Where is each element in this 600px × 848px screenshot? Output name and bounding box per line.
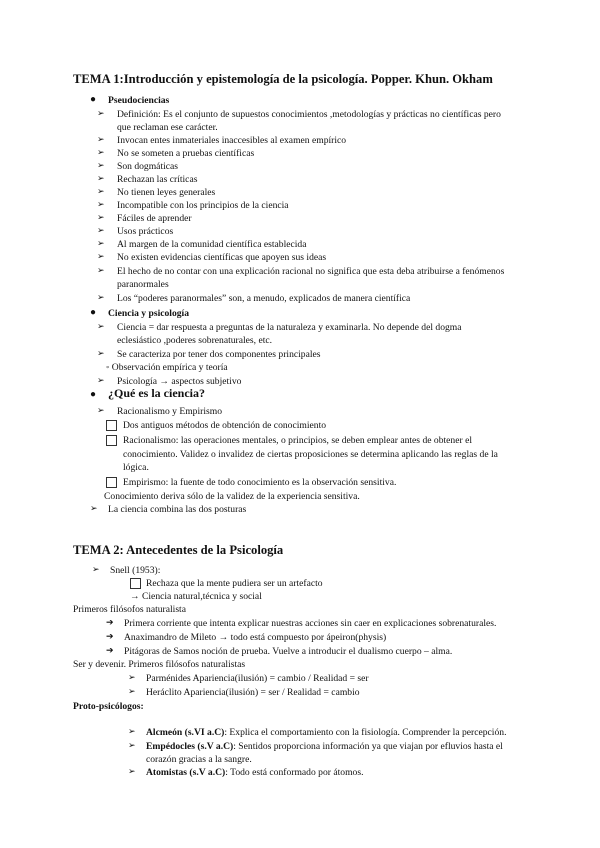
- list-item: Al margen de la comunidad científica establecida: [117, 239, 307, 250]
- list-item: Los “poderes paranormales” son, a menudo, explicados de manera científica: [117, 293, 411, 304]
- list-item: Empirismo: la fuente de todo conocimiento es la observación sensitiva.: [123, 477, 397, 488]
- list-item: Psicología → aspectos subjetivo: [117, 376, 242, 387]
- list-item: Racionalismo y Empirismo: [117, 406, 222, 417]
- list-item: conocimiento. Validez o invalidez de ciertas proposiciones se determina aplicando las reglas de la: [123, 449, 498, 460]
- bullet-icon: ●: [90, 307, 97, 318]
- list-item: No tienen leyes generales: [117, 187, 216, 198]
- proto-text: : Todo está conformado por átomos.: [225, 767, 364, 778]
- list-item: Parménides Apariencia(ilusión) = cambio / Realidad = ser: [146, 673, 369, 684]
- arrow-icon: ➢: [97, 212, 105, 222]
- list-item: Ciencia = dar respuesta a preguntas de la naturaleza y examinarla. No depende del dogma: [117, 322, 462, 333]
- list-item: [146, 740, 503, 753]
- proto-name: Alcmeón (s.VI a.C): [146, 727, 225, 738]
- list-item: Fáciles de aprender: [117, 213, 192, 224]
- list-item: Invocan entes inmateriales inaccesibles al examen empírico: [117, 135, 347, 146]
- section-heading-que-es-la-ciencia: ¿Qué es la ciencia?: [108, 386, 205, 400]
- list-item: Se caracteriza por tener dos componentes principales: [117, 349, 321, 360]
- list-item: Son dogmáticas: [117, 161, 179, 172]
- arrow-icon: ➢: [97, 375, 105, 385]
- list-item: Primeros filósofos naturalista: [73, 604, 186, 615]
- list-item: paranormales: [117, 279, 169, 290]
- checkbox-icon: [130, 578, 141, 589]
- list-item: Rechaza que la mente pudiera ser un artefacto: [146, 578, 323, 589]
- list-item: lógica.: [123, 462, 149, 473]
- list-item: que reclaman ese carácter.: [117, 122, 218, 133]
- arrow-icon: ➢: [97, 251, 105, 261]
- list-item: Dos antiguos métodos de obtención de conocimiento: [123, 420, 327, 431]
- arrow-icon: ➢: [128, 686, 136, 696]
- proto-text: corazón gracias a la sangre.: [146, 754, 252, 765]
- list-item: Primera corriente que intenta explicar nuestras acciones sin caer en explicaciones sobrenaturales.: [124, 618, 497, 629]
- list-item: → Ciencia natural,técnica y social: [130, 591, 262, 602]
- list-item: Ser y devenir. Primeros filósofos naturalistas: [73, 659, 246, 670]
- arrow-icon: ➢: [97, 160, 105, 170]
- arrow-icon: ➢: [97, 225, 105, 235]
- proto-text: : Sentidos proporciona información ya que viajan por efluvios hasta el: [233, 741, 503, 752]
- list-item: La ciencia combina las dos posturas: [108, 504, 247, 515]
- list-item: Snell (1953):: [110, 565, 161, 576]
- list-item: Conocimiento deriva sólo de la validez de la experiencia sensitiva.: [104, 491, 360, 502]
- bullet-icon: ●: [90, 389, 97, 400]
- list-item: Rechazan las críticas: [117, 174, 198, 185]
- list-item: Pitágoras de Samos noción de prueba. Vuelve a introducir el dualismo cuerpo – alma.: [124, 646, 453, 657]
- checkbox-icon: [106, 435, 117, 446]
- arrow-icon: ➔: [106, 617, 114, 627]
- list-item: Racionalismo: las operaciones mentales, o principios, se deben emplear antes de obtener el: [123, 435, 472, 446]
- arrow-icon: ➔: [106, 645, 114, 655]
- list-item: [146, 753, 252, 766]
- arrow-icon: ➢: [97, 265, 105, 275]
- arrow-icon: ➢: [128, 766, 136, 776]
- arrow-icon: ➢: [97, 134, 105, 144]
- arrow-icon: ➢: [97, 108, 105, 118]
- section-heading-ciencia: Ciencia y psicología: [108, 308, 190, 319]
- checkbox-icon: [106, 477, 117, 488]
- arrow-icon: ➢: [97, 321, 105, 331]
- arrow-icon: ➢: [97, 173, 105, 183]
- arrow-icon: ➢: [128, 740, 136, 750]
- tema1-title: TEMA 1:Introducción y epistemología de la psicología. Popper. Khun. Okham: [73, 72, 493, 86]
- arrow-icon: ➢: [92, 564, 100, 574]
- list-item: eclesiástico ,poderes sobrenaturales, etc.: [117, 335, 273, 346]
- arrow-icon: ➢: [90, 503, 98, 513]
- list-item: No se someten a pruebas científicas: [117, 148, 255, 159]
- arrow-icon: ➔: [106, 631, 114, 641]
- arrow-icon: ➢: [97, 292, 105, 302]
- checkbox-icon: [106, 420, 117, 431]
- arrow-icon: ➢: [97, 238, 105, 248]
- list-item: Heráclito Apariencia(ilusión) = ser / Realidad = cambio: [146, 687, 360, 698]
- section-heading-proto-psicologos: Proto-psicólogos:: [73, 701, 144, 712]
- bullet-icon: ●: [90, 94, 97, 105]
- arrow-icon: ➢: [97, 147, 105, 157]
- arrow-icon: ➢: [97, 186, 105, 196]
- list-item: Incompatible con los principios de la ciencia: [117, 200, 289, 211]
- section-heading-pseudociencias: Pseudociencias: [108, 95, 170, 106]
- proto-name: Atomistas (s.V a.C): [146, 767, 226, 778]
- arrow-icon: ➢: [128, 672, 136, 682]
- list-item: Definición: Es el conjunto de supuestos conocimientos ,metodologías y prácticas no científicas pero: [117, 109, 501, 120]
- proto-text: : Explica el comportamiento con la fisiología. Comprender la percepción.: [224, 727, 507, 738]
- list-item: Usos prácticos: [117, 226, 174, 237]
- tema2-title: TEMA 2: Antecedentes de la Psicología: [73, 543, 284, 557]
- arrow-icon: ➢: [97, 199, 105, 209]
- list-item: El hecho de no contar con una explicación racional no significa que esta deba atribuirse a fenómenos: [117, 266, 505, 277]
- list-item: ◦ Observación empírica y teoría: [106, 362, 228, 373]
- arrow-icon: ➢: [128, 726, 136, 736]
- proto-name: Empédocles (s.V a.C): [146, 741, 234, 752]
- list-item: Anaximandro de Mileto → todo está compuesto por ápeiron(physis): [124, 632, 387, 643]
- list-item: [146, 766, 363, 779]
- arrow-icon: ➢: [97, 348, 105, 358]
- list-item: No existen evidencias científicas que apoyen sus ideas: [117, 252, 327, 263]
- arrow-icon: ➢: [97, 405, 105, 415]
- list-item: [146, 726, 506, 739]
